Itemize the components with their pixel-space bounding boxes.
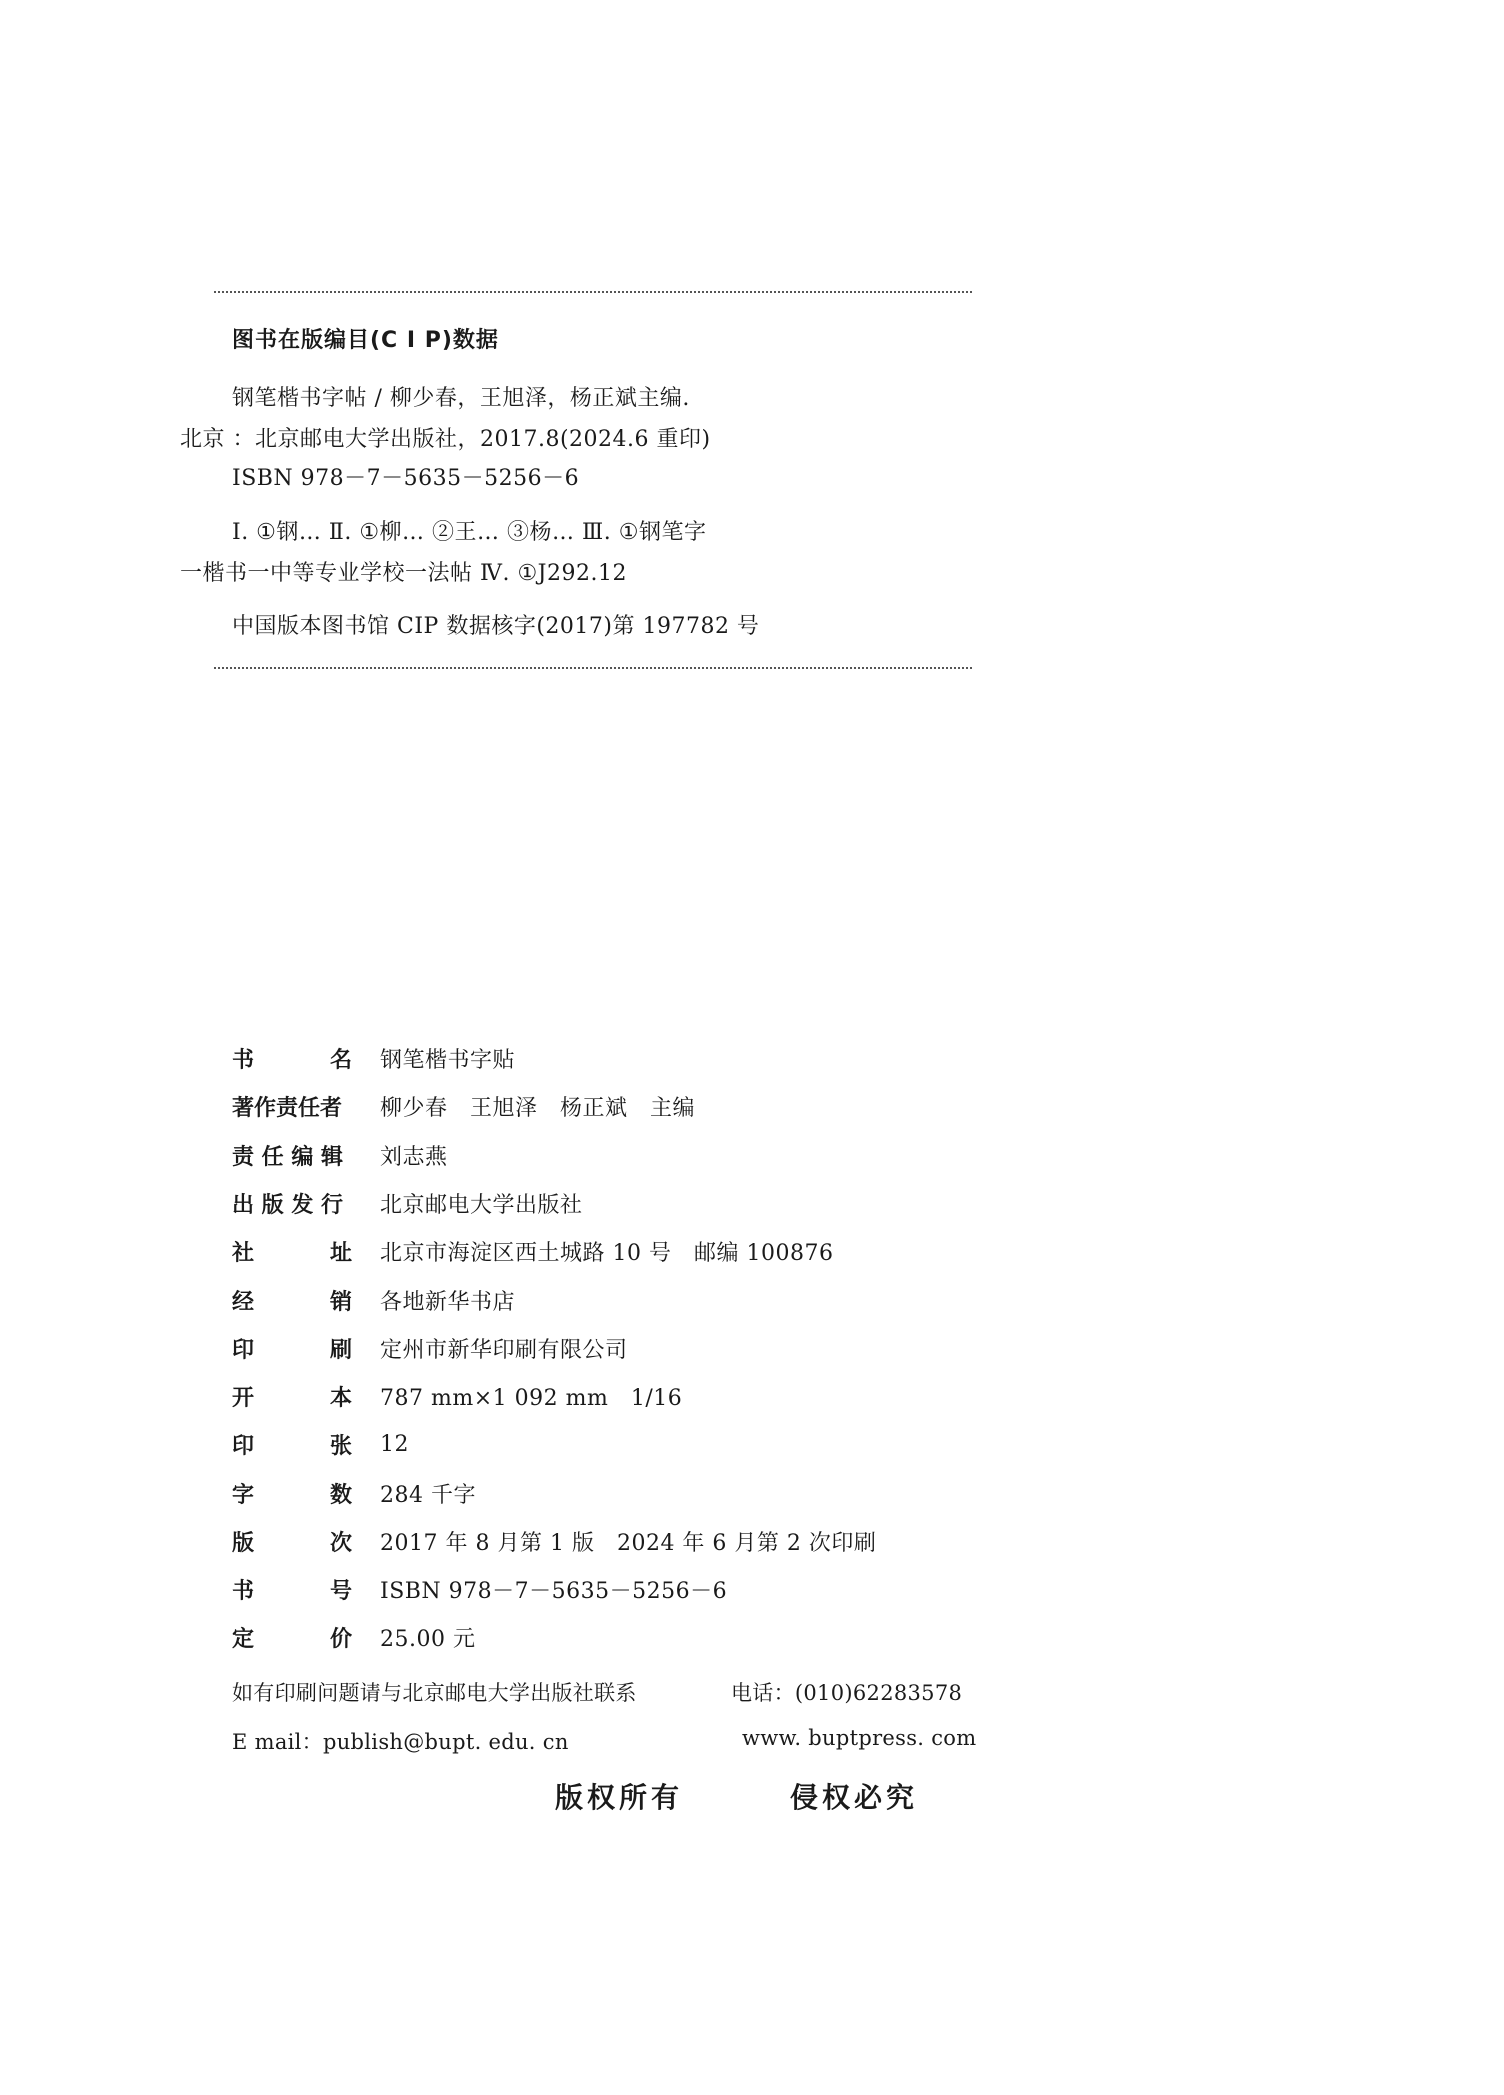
colophon-row-title bbox=[232, 1040, 515, 1076]
colophon-label: 书 号 bbox=[232, 1578, 352, 1604]
colophon-row-authors bbox=[232, 1088, 695, 1124]
colophon-value: 787 mm×1 092 mm 1/16 bbox=[380, 1385, 683, 1411]
infringement-warning: 侵权必究 bbox=[790, 1781, 919, 1814]
colophon-value: 各地新华书店 bbox=[380, 1289, 516, 1315]
cip-line-subjects-cont: 一楷书一中等专业学校一法帖 Ⅳ. ①J292.12 bbox=[180, 561, 627, 586]
colophon-label: 书 名 bbox=[232, 1047, 352, 1073]
colophon-value: 北京市海淀区西土城路 10 号 邮编 100876 bbox=[380, 1240, 834, 1266]
contact-email: E mail：publish@bupt. edu. cn bbox=[232, 1730, 569, 1754]
cip-line-subjects: Ⅰ. ①钢… Ⅱ. ①柳… ②王… ③杨… Ⅲ. ①钢笔字 bbox=[232, 520, 707, 545]
colophon-value: 钢笔楷书字贴 bbox=[380, 1047, 516, 1073]
colophon-label: 定 价 bbox=[232, 1626, 352, 1652]
colophon-value: 北京邮电大学出版社 bbox=[380, 1192, 583, 1218]
colophon-row-distributor bbox=[232, 1282, 515, 1318]
rights-reserved: 版权所有 bbox=[555, 1781, 684, 1814]
colophon-row-sheets bbox=[232, 1426, 409, 1462]
colophon-label: 经 销 bbox=[232, 1289, 352, 1315]
colophon-row-printer bbox=[232, 1330, 628, 1366]
colophon-value: 2017 年 8 月第 1 版 2024 年 6 月第 2 次印刷 bbox=[380, 1530, 877, 1556]
colophon-label: 印 刷 bbox=[232, 1337, 352, 1363]
colophon-row-editor bbox=[232, 1137, 448, 1173]
colophon-label: 字 数 bbox=[232, 1482, 352, 1508]
colophon-row-edition bbox=[232, 1523, 876, 1559]
colophon-value: 定州市新华印刷有限公司 bbox=[380, 1337, 628, 1363]
colophon-label: 责 任 编 辑 bbox=[232, 1144, 343, 1170]
contact-issue-text: 如有印刷问题请与北京邮电大学出版社联系 bbox=[232, 1681, 637, 1705]
colophon-label: 开 本 bbox=[232, 1385, 352, 1411]
colophon-value: 柳少春 王旭泽 杨正斌 主编 bbox=[380, 1095, 696, 1121]
colophon-value: 12 bbox=[380, 1431, 409, 1457]
colophon-label: 印 张 bbox=[232, 1433, 352, 1459]
colophon-row-price bbox=[232, 1619, 475, 1655]
colophon-row-format bbox=[232, 1378, 682, 1414]
colophon-row-publisher bbox=[232, 1185, 583, 1221]
cip-line-publisher: 北京 ：北京邮电大学出版社，2017.8(2024.6 重印) bbox=[180, 427, 711, 452]
colophon-row-isbn bbox=[232, 1571, 727, 1607]
colophon-value: 25.00 元 bbox=[380, 1626, 476, 1652]
colophon-label: 版 次 bbox=[232, 1530, 352, 1556]
colophon-value: 刘志燕 bbox=[380, 1144, 448, 1170]
cip-line-title-authors: 钢笔楷书字帖 / 柳少春，王旭泽，杨正斌主编. bbox=[232, 386, 690, 411]
colophon-value: ISBN 978－7－5635－5256－6 bbox=[380, 1578, 728, 1604]
colophon-label: 出 版 发 行 bbox=[232, 1192, 343, 1218]
cip-line-isbn: ISBN 978－7－5635－5256－6 bbox=[232, 466, 580, 491]
cip-title: 图书在版编目(C I P)数据 bbox=[232, 328, 499, 353]
colophon-row-word-count bbox=[232, 1475, 476, 1511]
colophon-row-address bbox=[232, 1233, 833, 1269]
contact-phone: 电话：(010)62283578 bbox=[731, 1681, 963, 1705]
colophon-value: 284 千字 bbox=[380, 1482, 476, 1508]
colophon-label: 社 址 bbox=[232, 1240, 352, 1266]
publisher-website: www. buptpress. com bbox=[742, 1726, 977, 1750]
cip-top-rule bbox=[214, 291, 972, 293]
colophon-label: 著作责任者 bbox=[232, 1095, 343, 1121]
cip-bottom-rule bbox=[214, 667, 972, 669]
cip-line-cip-number: 中国版本图书馆 CIP 数据核字(2017)第 197782 号 bbox=[232, 614, 760, 639]
